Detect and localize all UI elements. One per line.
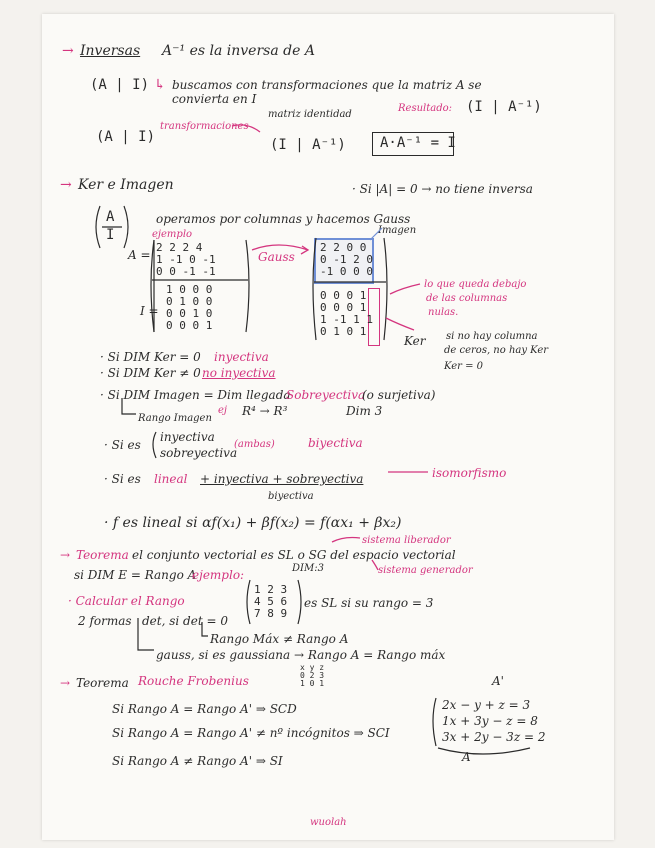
dim3-label: Dim 3: [346, 404, 383, 418]
inyectiva-label: inyectiva: [214, 350, 269, 364]
small-matrix-row: 0 2 3: [300, 671, 325, 680]
biyectiva-label: biyectiva: [308, 436, 363, 450]
arrow-icon: →: [60, 548, 71, 562]
lineal-definition: · f es lineal si αf(x₁) + βf(x₂) = f(αx₁ + βx₂): [104, 515, 402, 531]
bullet-si-es: · Si es: [104, 438, 141, 452]
stack-top: A: [106, 209, 115, 225]
resultado-label: Resultado:: [398, 103, 452, 114]
no-inyectiva-label: no inyectiva: [202, 366, 276, 380]
ker-note-2: de ceros, no hay Ker: [444, 345, 549, 356]
teorema-rouche-label: Teorema: [76, 676, 129, 690]
handwriting-strokes: [42, 14, 614, 840]
matrix-A-row: 1 -1 0 -1: [156, 253, 216, 266]
resultado-matrix: (I | A⁻¹): [466, 99, 542, 115]
ejemplo-label-2: ejemplo:: [192, 568, 245, 582]
system-eq-1: 2x − y + z = 3: [442, 698, 531, 712]
convierta-text: convierta en I: [172, 92, 257, 106]
system-eq-2: 1x + 3y − z = 8: [442, 714, 538, 728]
gauss-label: Gauss: [258, 250, 295, 264]
lo-queda-note-3: nulas.: [428, 307, 459, 318]
sobreyectiva-label: Sobreyectiva: [286, 388, 366, 402]
det-note: · Si |A| = 0 → no tiene inversa: [352, 182, 533, 196]
arrow-icon: →: [60, 676, 71, 690]
rouche-scd: Si Rango A = Rango A' ⇒ SCD: [112, 702, 297, 716]
imagen-label: Imagen: [378, 225, 417, 236]
sobreyectiva-item: sobreyectiva: [160, 446, 238, 460]
arrow-icon: →: [60, 177, 72, 193]
isomorfismo-label: isomorfismo: [432, 466, 507, 480]
matrix-I-row: 0 0 1 0: [166, 307, 213, 320]
dim3-note: DIM:3: [292, 563, 324, 574]
lo-queda-note: lo que queda debajo: [424, 279, 527, 290]
matrix-I-row: 0 0 0 1: [166, 319, 213, 332]
matrix-I-row: 0 1 0 0: [166, 295, 213, 308]
identity-equation: A·A⁻¹ = I: [380, 135, 456, 151]
bullet-dim-imagen: · Si DIM Imagen = Dim llegada: [100, 388, 291, 402]
arrow-icon: ↳: [154, 77, 166, 93]
lo-queda-note-2: de las columnas: [426, 293, 508, 304]
dos-formas: 2 formas: [78, 614, 132, 628]
surjetiva-label: (o surjetiva): [362, 388, 436, 402]
section-inversas-title: Inversas: [80, 43, 141, 59]
i-label: I =: [140, 304, 159, 318]
bullet-dim-ker-ne0: · Si DIM Ker ≠ 0: [100, 366, 201, 380]
small-matrix-row: 1 0 1: [300, 679, 325, 688]
ej-expression: R⁴ → R³: [242, 404, 288, 418]
matrix-result-row: 0 0 0 1: [320, 289, 367, 302]
section-ker-title: Ker e Imagen: [78, 177, 174, 193]
inversa-definition: A⁻¹ es la inversa de A: [162, 43, 315, 59]
matrix-result-row: 1 -1 1 1: [320, 313, 373, 326]
augmented-matrix-2: (A | I): [96, 129, 156, 145]
matrix-result-row: 0 0 0 1: [320, 301, 367, 314]
sl-rango-note: es SL si su rango = 3: [304, 596, 434, 610]
bullet-dim-ker-0: · Si DIM Ker = 0: [100, 350, 201, 364]
iny-sobre-label: + inyectiva + sobreyectiva: [200, 472, 364, 486]
ker-label: Ker: [404, 334, 426, 348]
stack-bot: I: [106, 227, 115, 243]
rango-imagen-note: Rango Imagen: [138, 413, 212, 424]
rouche-si: Si Rango A ≠ Rango A' ⇒ SI: [112, 754, 283, 768]
rouche-title: Rouche Frobenius: [138, 674, 249, 688]
augmented-matrix: (A | I): [90, 77, 150, 93]
a-label: A =: [128, 248, 151, 262]
arrow-icon: →: [62, 43, 74, 59]
calcular-rango-title: · Calcular el Rango: [68, 594, 185, 608]
system-eq-3: 3x + 2y − 3z = 2: [442, 730, 546, 744]
footer-watermark: wuolah: [310, 817, 347, 828]
example-matrix-row: 1 2 3: [254, 583, 288, 596]
matrix-A-row: 2 2 2 4: [156, 241, 203, 254]
lineal-label: lineal: [154, 472, 188, 486]
ejemplo-label: ejemplo: [152, 229, 193, 240]
teorema-text: el conjunto vectorial es SL o SG del espacio vectorial: [132, 548, 456, 562]
biyectiva-under: biyectiva: [268, 491, 314, 502]
matrix-I-row: 1 0 0 0: [166, 283, 213, 296]
rouche-sci: Si Rango A = Rango A' ≠ nº incógnitos ⇒ SCI: [112, 726, 390, 740]
inyectiva-item: inyectiva: [160, 430, 215, 444]
sistema-generador: sistema generador: [378, 565, 473, 576]
matrix-result-row: -1 0 0 0: [320, 265, 373, 278]
rango-max-note: Rango Máx ≠ Rango A: [210, 632, 349, 646]
example-matrix-row: 7 8 9: [254, 607, 288, 620]
matriz-identidad-note: matriz identidad: [268, 109, 352, 120]
result-matrix-2: (I | A⁻¹): [270, 137, 346, 153]
buscamos-text: buscamos con transformaciones que la matriz A se: [172, 78, 482, 92]
matrix-result-row: 0 1 0 1: [320, 325, 367, 338]
transformaciones-label: transformaciones: [160, 121, 249, 132]
matrix-result-row: 2 2 0 0: [320, 241, 367, 254]
ker-note-3: Ker = 0: [444, 361, 483, 372]
small-matrix-row: x y z: [300, 663, 325, 672]
gauss-forma: gauss, si es gaussiana → Rango A = Rango máx: [156, 648, 446, 662]
dim-rango: si DIM E = Rango A: [74, 568, 197, 582]
ambas-label: (ambas): [234, 439, 275, 450]
ej-label: ej: [218, 405, 228, 416]
a-prime-label: A': [492, 674, 504, 688]
det-forma: det, si det = 0: [142, 614, 228, 628]
ker-note-1: si no hay columna: [446, 331, 538, 342]
a-under-label: A: [462, 750, 471, 764]
bullet-si-es-lineal: · Si es: [104, 472, 141, 486]
operamos-text: operamos por columnas y hacemos Gauss: [156, 212, 411, 226]
teorema-label: Teorema: [76, 548, 129, 562]
matrix-A-row: 0 0 -1 -1: [156, 265, 216, 278]
sistema-liberador: sistema liberador: [362, 535, 451, 546]
example-matrix-row: 4 5 6: [254, 595, 288, 608]
matrix-result-row: 0 -1 2 0: [320, 253, 373, 266]
notes-page: [42, 14, 614, 840]
